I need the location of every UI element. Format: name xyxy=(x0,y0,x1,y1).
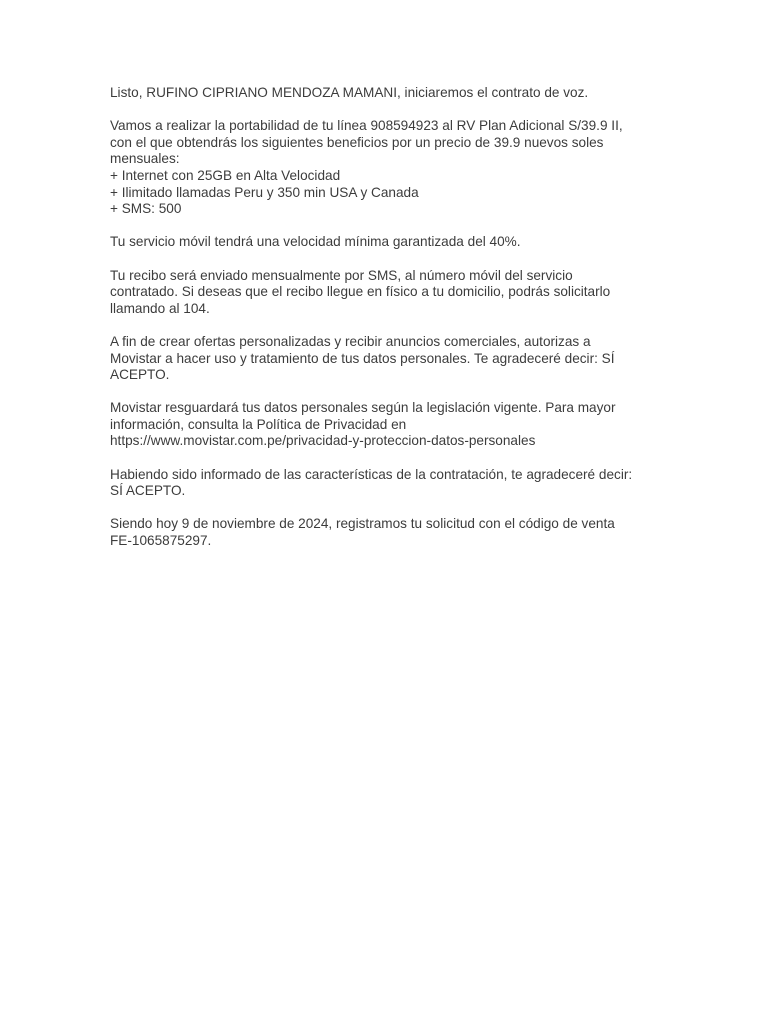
privacy-url: https://www.movistar.com.pe/privacidad-y-proteccion-datos-personales xyxy=(110,433,536,449)
confirmation-paragraph xyxy=(110,467,662,500)
consent-line: A fin de crear ofertas personalizadas y recibir anuncios comerciales, autorizas a xyxy=(110,333,591,349)
privacy-paragraph xyxy=(110,400,662,450)
confirmation-line: Habiendo sido informado de las características de la contratación, te agradeceré decir: xyxy=(110,466,633,482)
intro-paragraph xyxy=(110,85,662,102)
speed-line: Tu servicio móvil tendrá una velocidad mínima garantizada del 40%. xyxy=(110,234,521,250)
benefit-item-sms: + SMS: 500 xyxy=(110,201,182,217)
portability-paragraph xyxy=(110,118,662,218)
portability-line: con el que obtendrás los siguientes beneficios por un precio de 39.9 nuevos soles xyxy=(110,134,604,150)
billing-line: contratado. Si deseas que el recibo llegue en físico a tu domicilio, podrás solicitarlo xyxy=(110,284,611,300)
speed-paragraph xyxy=(110,234,662,251)
portability-line: mensuales: xyxy=(110,151,180,167)
billing-line: Tu recibo será enviado mensualmente por SMS, al número móvil del servicio xyxy=(110,267,573,283)
portability-line: Vamos a realizar la portabilidad de tu línea 908594923 al RV Plan Adicional S/39.9 II, xyxy=(110,118,623,134)
closing-line: Siendo hoy 9 de noviembre de 2024, registramos tu solicitud con el código de venta xyxy=(110,516,615,532)
contract-script xyxy=(110,85,662,566)
consent-paragraph xyxy=(110,334,662,384)
billing-line: llamando al 104. xyxy=(110,300,210,316)
confirmation-line: SÍ ACEPTO. xyxy=(110,483,186,499)
privacy-line: información, consulta la Política de Privacidad en xyxy=(110,416,407,432)
benefit-item-calls: + Ilimitado llamadas Peru y 350 min USA y Canada xyxy=(110,184,419,200)
billing-paragraph xyxy=(110,268,662,318)
sale-code: FE-1065875297. xyxy=(110,533,212,549)
privacy-line: Movistar resguardará tus datos personales según la legislación vigente. Para mayor xyxy=(110,400,616,416)
consent-line: Movistar a hacer uso y tratamiento de tus datos personales. Te agradeceré decir: SÍ xyxy=(110,350,615,366)
intro-line: Listo, RUFINO CIPRIANO MENDOZA MAMANI, iniciaremos el contrato de voz. xyxy=(110,85,589,100)
benefit-item-internet: + Internet con 25GB en Alta Velocidad xyxy=(110,167,341,183)
closing-paragraph xyxy=(110,516,662,549)
consent-line: ACEPTO. xyxy=(110,367,170,383)
